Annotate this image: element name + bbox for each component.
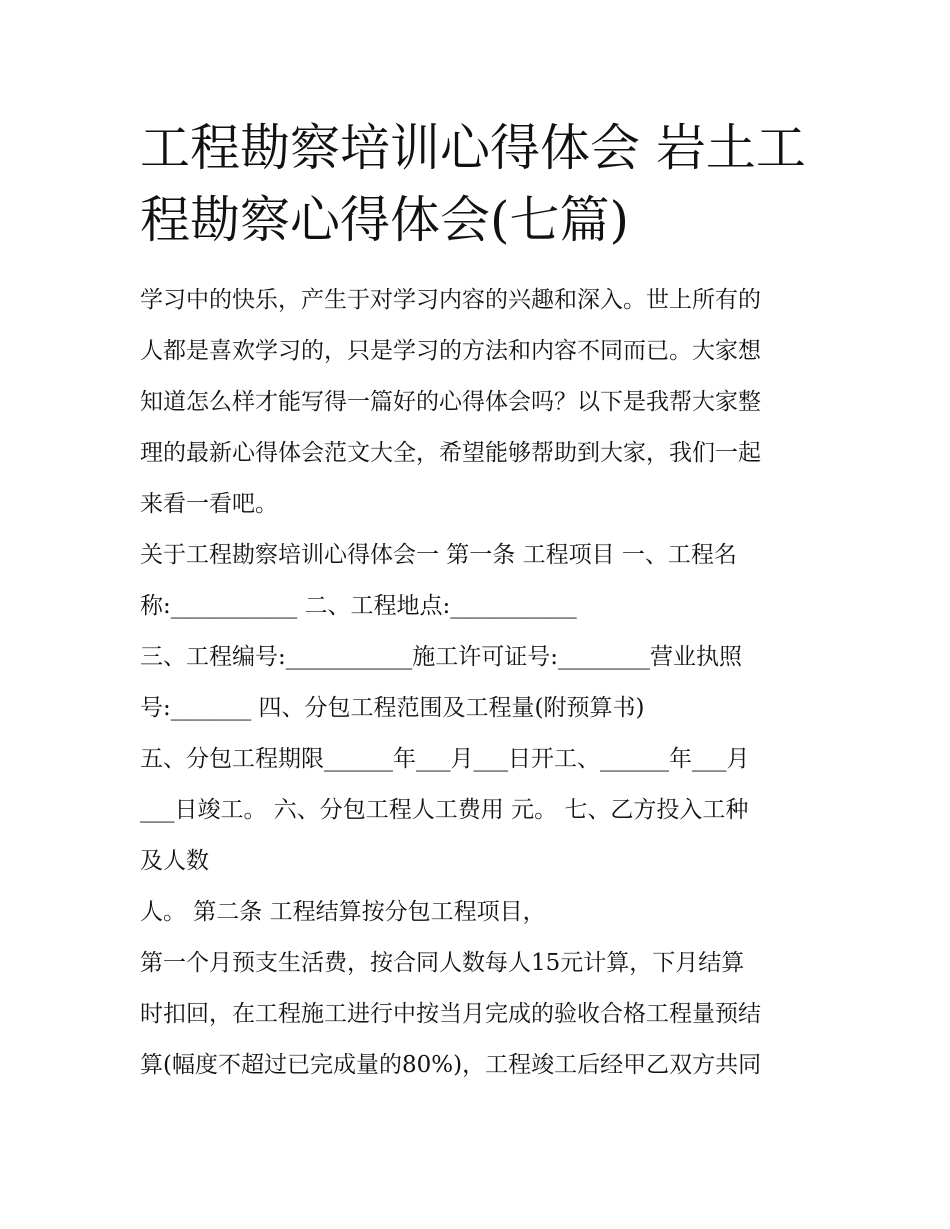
paragraph-line: 来看一看吧。 [140,491,278,517]
paragraph-line: 算(幅度不超过已完成量的80%)，工程竣工后经甲乙双方共同 [140,1052,762,1078]
paragraph-line: 知道怎么样才能写得一篇好的心得体会吗？以下是我帮大家整 [140,389,761,415]
paragraph-line: 五、分包工程期限______年___月___日开工、______年___月 [140,746,750,772]
paragraph-line: 时扣回，在工程施工进行中按当月完成的验收合格工程量预结 [140,1001,761,1027]
paragraph-line: 人。 第二条 工程结算按分包工程项目， [140,899,546,925]
document-body [140,275,820,1091]
paragraph-line: 号:_______ 四、分包工程范围及工程量(附预算书) [140,695,645,721]
paragraph-line: 及人数 [140,848,209,874]
document-title [140,112,820,256]
title-line-1: 工程勘察培训心得体会 岩土工 [140,119,806,177]
paragraph-line: ___日竣工。 六、分包工程人工费用 元。 七、乙方投入工种 [140,797,749,823]
paragraph-line: 理的最新心得体会范文大全，希望能够帮助到大家，我们一起 [140,440,761,466]
paragraph-line: 第一个月预支生活费，按合同人数每人15元计算，下月结算 [140,950,745,976]
paragraph-line: 称:___________ 二、工程地点:___________ [140,593,577,619]
paragraph-line: 关于工程勘察培训心得体会一 第一条 工程项目 一、工程名 [140,542,737,568]
paragraph-line: 学习中的快乐，产生于对学习内容的兴趣和深入。世上所有的 [140,287,761,313]
title-line-2: 程勘察心得体会(七篇) [140,191,630,249]
paragraph-line: 三、工程编号:___________施工许可证号:________营业执照 [140,644,742,670]
paragraph-line: 人都是喜欢学习的，只是学习的方法和内容不同而已。大家想 [140,338,761,364]
